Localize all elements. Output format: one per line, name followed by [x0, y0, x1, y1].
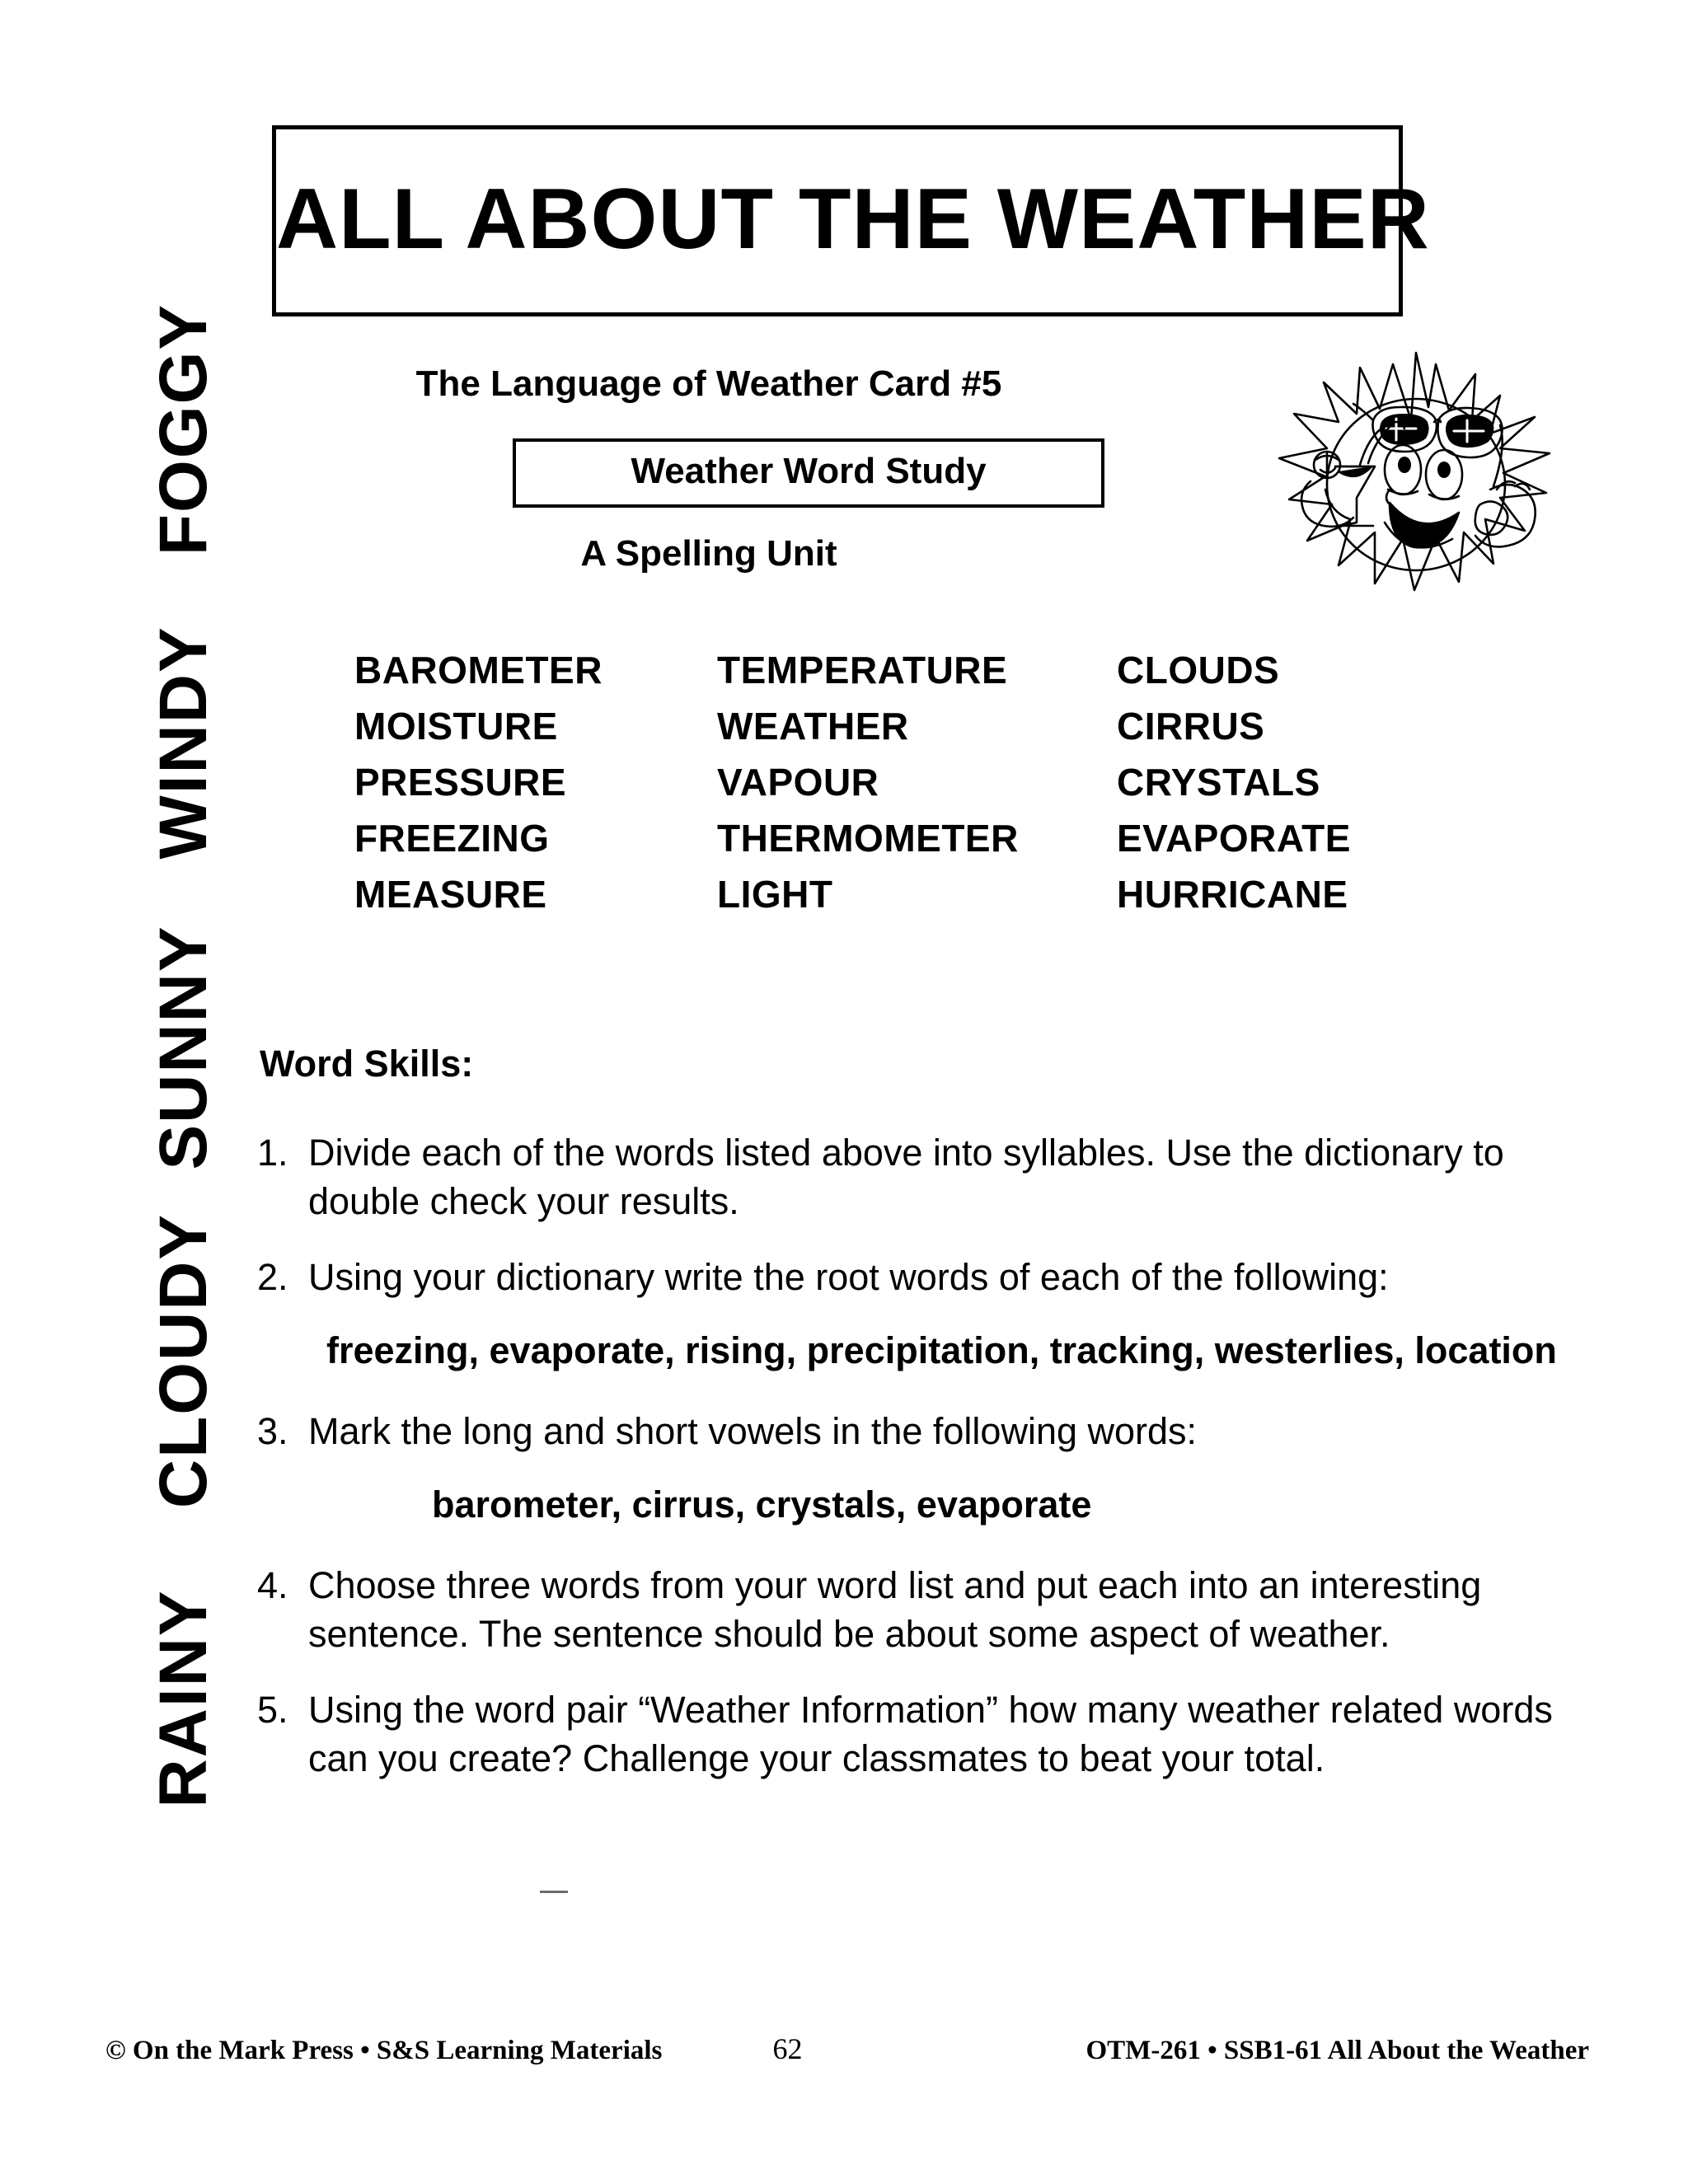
word-row [354, 707, 1385, 763]
page-footer [106, 2034, 1589, 2064]
sidebar-word-2: SUNNY [146, 925, 221, 1170]
word-item: LIGHT [717, 873, 833, 916]
word-item: CIRRUS [1117, 705, 1265, 748]
footer-product-code: OTM-261 • SSB1-61 All About the Weather [1085, 2036, 1589, 2065]
skill-text: Mark the long and short vowels in the following words: [308, 1410, 1198, 1452]
word-item: BAROMETER [354, 649, 603, 691]
footer-page-number: 62 [772, 2032, 803, 2065]
cartoon-sun-icon [1228, 328, 1558, 633]
skill-text: Choose three words from your word list and put each into an interesting sentence. The sentence should be about some aspect of weather. [308, 1564, 1482, 1655]
word-item: WEATHER [717, 705, 909, 748]
study-title: Weather Word Study [631, 451, 987, 492]
word-row [354, 763, 1385, 819]
skill-word-set: freezing, evaporate, rising, precipitation, tracking, westerlies, location [326, 1329, 1557, 1371]
sidebar-word-1: CLOUDY [146, 1212, 221, 1509]
vertical-weather-words [97, 272, 270, 1994]
skill-number: 2. [257, 1256, 288, 1298]
word-item: CLOUDS [1117, 649, 1280, 691]
scan-artifact-dash [540, 1891, 568, 1893]
sidebar-word-4: FOGGY [146, 302, 221, 556]
skill-item [257, 1254, 1584, 1380]
word-item: EVAPORATE [1117, 817, 1351, 860]
skill-number: 1. [257, 1132, 288, 1174]
word-item: THERMOMETER [717, 817, 1019, 860]
skill-text: Divide each of the words listed above into syllables. Use the dictionary to double check your results. [308, 1132, 1504, 1222]
skill-text: Using your dictionary write the root words of each of the following: [308, 1256, 1389, 1298]
word-item: TEMPERATURE [717, 649, 1008, 691]
weather-word-list [354, 651, 1385, 931]
word-item: VAPOUR [717, 761, 879, 804]
skill-item [257, 1562, 1584, 1658]
sidebar-word-3: WINDY [146, 626, 221, 860]
sidebar-word-0: RAINY [146, 1589, 221, 1808]
word-skills-list [257, 1129, 1584, 1811]
word-skills-heading: Word Skills: [260, 1043, 474, 1085]
word-row [354, 819, 1385, 875]
page-title-box [272, 125, 1430, 316]
skill-item [257, 1408, 1584, 1534]
skill-item [257, 1129, 1584, 1226]
skill-number: 3. [257, 1410, 288, 1452]
word-item: CRYSTALS [1117, 761, 1320, 804]
word-item: FREEZING [354, 817, 550, 860]
skill-item [257, 1686, 1584, 1783]
skill-number: 4. [257, 1564, 288, 1606]
word-item: HURRICANE [1117, 873, 1348, 916]
skill-number: 5. [257, 1689, 288, 1731]
footer-copyright: © On the Mark Press • S&S Learning Materials [106, 2036, 663, 2065]
skill-word-set: barometer, cirrus, crystals, evaporate [432, 1483, 1092, 1526]
page-title: ALL ABOUT THE WEATHER [276, 171, 1430, 267]
word-item: PRESSURE [354, 761, 567, 804]
word-row [354, 651, 1385, 707]
word-row [354, 875, 1385, 931]
spelling-unit-label: A Spelling Unit [580, 533, 837, 574]
study-title-box [513, 438, 1104, 508]
skill-text: Using the word pair “Weather Information” how many weather related words can you create? Challenge your classmates to beat your total. [308, 1689, 1553, 1779]
word-item: MOISTURE [354, 705, 558, 748]
card-label: The Language of Weather Card #5 [415, 363, 1002, 404]
word-item: MEASURE [354, 873, 547, 916]
